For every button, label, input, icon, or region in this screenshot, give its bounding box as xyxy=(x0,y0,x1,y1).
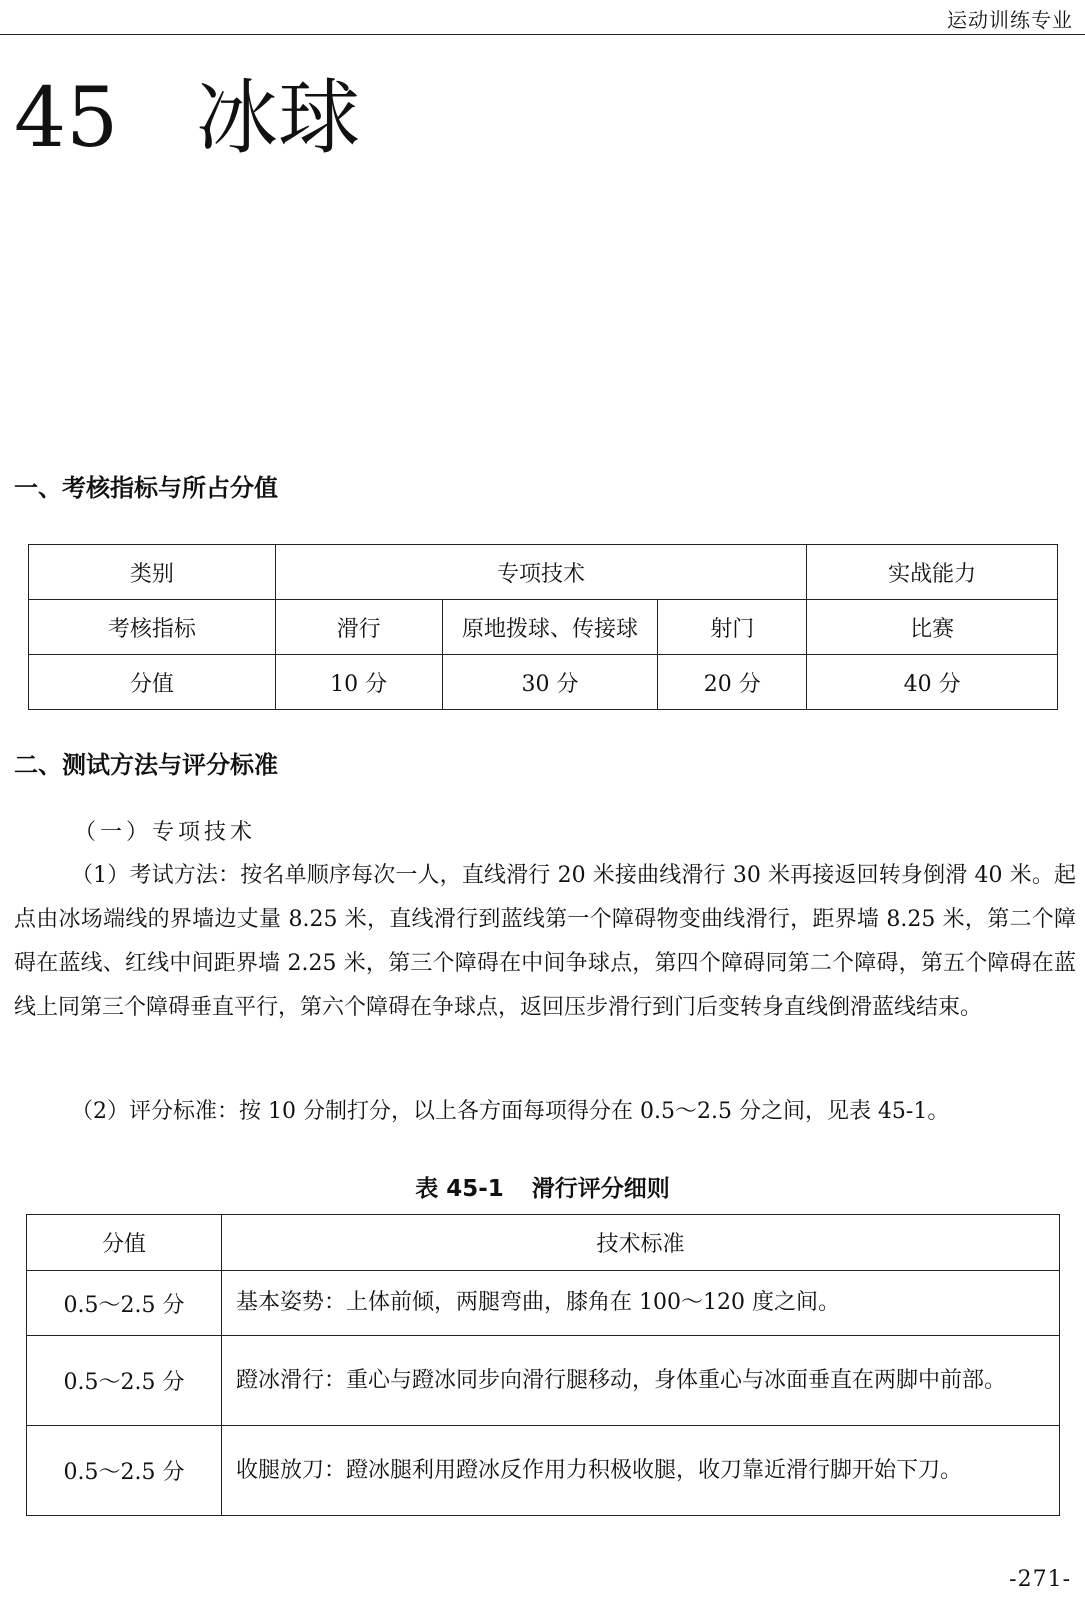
assessment-weight-table xyxy=(28,544,1058,710)
section-heading-methods: 二、测试方法与评分标准 xyxy=(14,751,278,779)
table-cell: 比赛 xyxy=(807,600,1058,655)
table-cell: 分值 xyxy=(29,655,276,710)
table-row xyxy=(29,655,1058,710)
table-caption-title: 滑行评分细则 xyxy=(531,1176,670,1202)
table-cell: 射门 xyxy=(658,600,807,655)
table-row xyxy=(29,600,1058,655)
table-cell: 原地拨球、传接球 xyxy=(442,600,658,655)
table-caption-number: 表 45-1 xyxy=(415,1176,504,1202)
standard-cell: 蹬冰滑行：重心与蹬冰同步向滑行腿移动，身体重心与冰面垂直在两脚中前部。 xyxy=(222,1336,1060,1426)
running-header: 运动训练专业 xyxy=(947,8,1073,32)
table-header-cell: 分值 xyxy=(27,1215,222,1271)
page-number: -271- xyxy=(1009,1567,1071,1592)
table-row xyxy=(29,545,1058,600)
chapter-number: 45 xyxy=(14,71,119,166)
table-cell: 考核指标 xyxy=(29,600,276,655)
score-cell: 0.5～2.5 分 xyxy=(27,1336,222,1426)
table-header-row xyxy=(27,1215,1060,1271)
test-method-paragraph: （1）考试方法：按名单顺序每次一人，直线滑行 20 米接曲线滑行 30 米再接返回转身倒滑 40 米。起点由冰场端线的界墙边丈量 8.25 米，直线滑行到蓝线第一个障碍物变曲线滑行，距界墙 8.25 米，第二个障碍在蓝线、红线中间距界墙 2.25 米，第三个障碍在中间争球点，第四个障碍同第二个障碍，第五个障碍在蓝线上同第三个障碍垂直平行，第六个障碍在争球点，返回压步滑行到门后变转身直线倒滑蓝线结束。 xyxy=(14,863,1076,1020)
table-cell: 滑行 xyxy=(275,600,442,655)
table-header-cell: 技术标准 xyxy=(222,1215,1060,1271)
table-cell: 专项技术 xyxy=(275,545,806,600)
table-row xyxy=(27,1426,1060,1516)
table-row xyxy=(27,1336,1060,1426)
scoring-standard-paragraph: （2）评分标准：按 10 分制打分，以上各方面每项得分在 0.5～2.5 分之间，见表 45-1。 xyxy=(71,1099,950,1124)
table-cell: 40 分 xyxy=(807,655,1058,710)
chapter-title: 冰球 xyxy=(196,71,361,166)
table-cell: 10 分 xyxy=(275,655,442,710)
header-rule xyxy=(0,34,1085,35)
table-caption xyxy=(0,1170,1085,1203)
skating-scoring-table xyxy=(26,1214,1060,1516)
table-cell: 30 分 xyxy=(442,655,658,710)
standard-cell: 基本姿势：上体前倾，两腿弯曲，膝角在 100～120 度之间。 xyxy=(222,1271,1060,1336)
section-heading-assessment: 一、考核指标与所占分值 xyxy=(14,474,278,502)
score-cell: 0.5～2.5 分 xyxy=(27,1271,222,1336)
standard-cell: 收腿放刀：蹬冰腿利用蹬冰反作用力积极收腿，收刀靠近滑行脚开始下刀。 xyxy=(222,1426,1060,1516)
subsection-heading: （一）专项技术 xyxy=(74,820,257,845)
table-cell: 20 分 xyxy=(658,655,807,710)
table-row xyxy=(27,1271,1060,1336)
table-cell: 实战能力 xyxy=(807,545,1058,600)
score-cell: 0.5～2.5 分 xyxy=(27,1426,222,1516)
table-cell: 类别 xyxy=(29,545,276,600)
